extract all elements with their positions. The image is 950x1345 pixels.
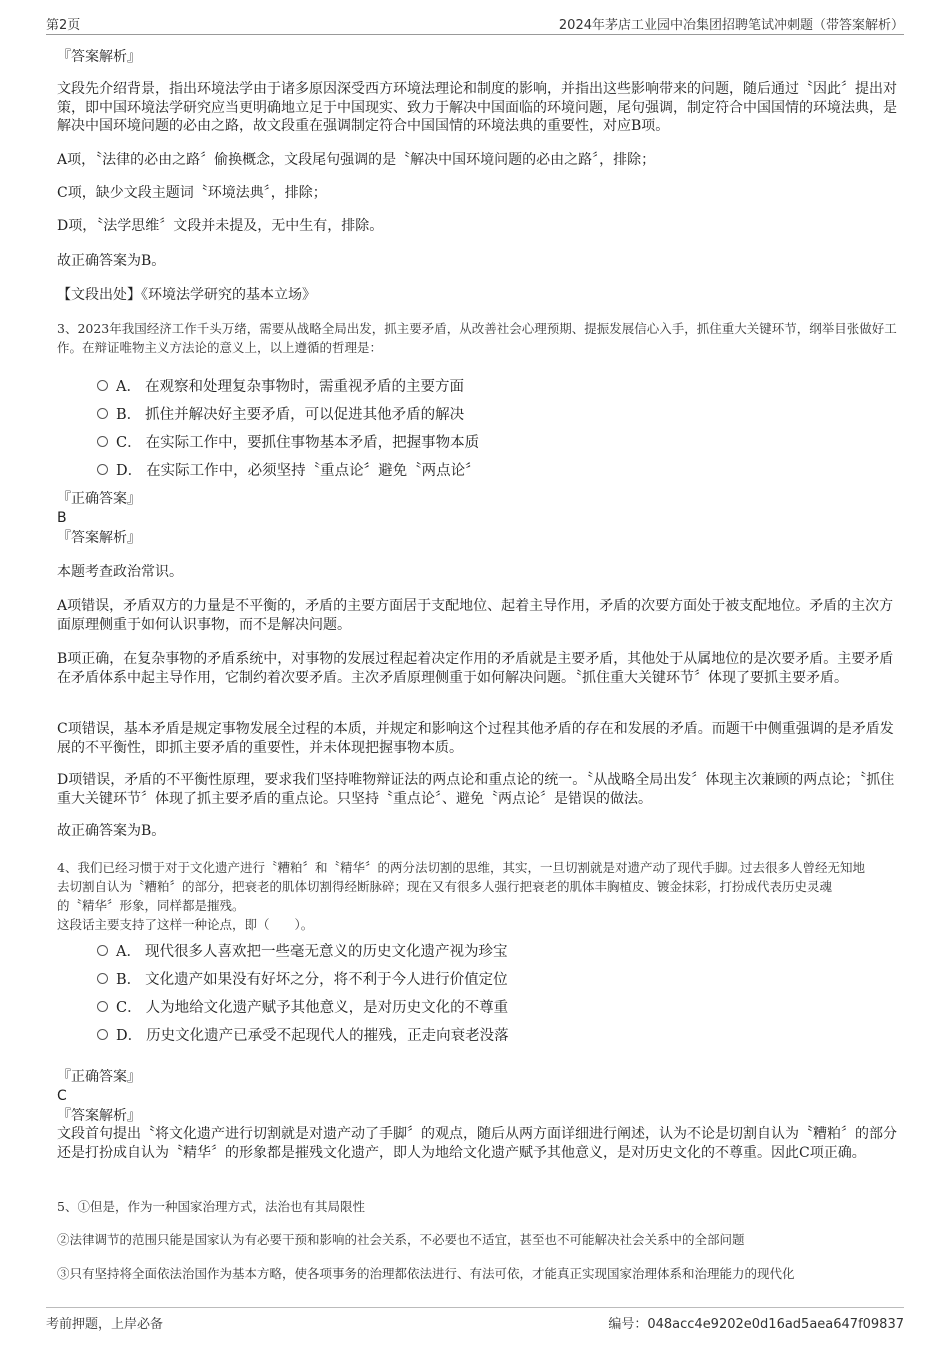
correct-answer-label: 『正确答案』 <box>57 1069 141 1085</box>
document-title: 2024年茅店工业园中冶集团招聘笔试冲刺题（带答案解析） <box>558 18 904 33</box>
question-4-stem-line: 去切割自认为〝糟粕〞的部分，把衰老的肌体切割得经断脉碎；现在又有很多人强行把衰老的肌体丰胸植皮、镀金抹彩，打扮成代表历史灵魂 <box>57 879 833 894</box>
analysis-option-d: D项错误，矛盾的不平衡性原理，要求我们坚持唯物辩证法的两点论和重点论的统一。〝从战略全局出发〞体现主次兼顾的两点论；〝抓住重大关键环节〞体现了抓主要矛盾的重点论。只坚持〝重点论〞、避免〝两点论〞是错误的做法。 <box>57 772 895 807</box>
question-3-stem: 3、2023年我国经济工作千头万绪，需要从战略全局出发，抓主要矛盾，从改善社会心理预期、提振发展信心入手，抓住重大关键环节，纲举目张做好工作。在辩证唯物主义方法论的意义上，以上遵循的哲理是： <box>57 321 897 355</box>
correct-answer-label: 『正确答案』 <box>57 491 141 507</box>
analysis-paragraph: 文段先介绍背景，指出环境法学由于诸多原因深受西方环境法理论和制度的影响，并指出这些影响带来的问题，随后通过〝因此〞提出对策，即中国环境法学研究应当更明确地立足于中国现实、致力于解决中国面临的环境问题，尾句强调，制定符合中国国情的环境法典，是解决中国环境问题的必由之路，故文段重在强调制定符合中国国情的环境法典的重要性，对应B项。 <box>57 81 897 134</box>
q4-option-d[interactable] <box>97 1024 509 1045</box>
analysis-conclusion: 故正确答案为B。 <box>57 253 166 269</box>
option-text: 在实际工作中，必须坚持〝重点论〞避免〝两点论〞 <box>146 463 480 479</box>
question-4-stem-line: 4、我们已经习惯于对于文化遗产进行〝糟粕〞和〝精华〞的两分法切割的思维，其实，一旦切割就是对遗产动了现代手脚。过去很多人曾经无知地 <box>57 860 865 875</box>
question-4-prompt: 这段话主要支持了这样一种论点，即（ ）。 <box>57 917 314 932</box>
answer-analysis-label: 『答案解析』 <box>57 49 141 65</box>
q3-option-a[interactable] <box>97 375 464 396</box>
option-letter: D． <box>116 463 143 479</box>
question-5-statement-3: ③只有坚持将全面依法治国作为基本方略，使各项事务的治理都依法进行、有法可依，才能真正实现国家治理体系和治理能力的现代化 <box>57 1266 795 1281</box>
radio-icon[interactable] <box>97 380 108 391</box>
q3-option-d[interactable] <box>97 459 480 480</box>
analysis-paragraph: 文段首句提出〝将文化遗产进行切割就是对遗产动了手脚〞的观点，随后从两方面详细进行阐述，认为不论是切割自认为〝糟粕〞的部分还是打扮成自认为〝精华〞的形象都是摧残文化遗产，即人为地给文化遗产赋予其他意义，是对历史文化的不尊重。因此C项正确。 <box>57 1126 897 1161</box>
question-5-stem: 5、①但是，作为一种国家治理方式，法治也有其局限性 <box>57 1199 365 1214</box>
document-id: 编号：048acc4e9202e0d16ad5aea647f09837 <box>608 1317 904 1332</box>
analysis-intro: 本题考查政治常识。 <box>57 564 183 580</box>
analysis-option-d: D项，〝法学思维〞文段并未提及，无中生有，排除。 <box>57 218 384 234</box>
answer-analysis-label: 『答案解析』 <box>57 530 141 546</box>
correct-answer-value: C <box>57 1088 67 1104</box>
answer-analysis-label: 『答案解析』 <box>57 1108 141 1124</box>
radio-icon[interactable] <box>97 408 108 419</box>
option-letter: C． <box>116 435 142 451</box>
radio-icon[interactable] <box>97 945 108 956</box>
passage-source: 【文段出处】《环境法学研究的基本立场》 <box>57 287 316 303</box>
radio-icon[interactable] <box>97 436 108 447</box>
radio-icon[interactable] <box>97 973 108 984</box>
question-4-stem-line: 的〝精华〞形象，同样都是摧残。 <box>57 898 245 913</box>
option-letter: C． <box>116 1000 142 1016</box>
option-text: 现代很多人喜欢把一些毫无意义的历史文化遗产视为珍宝 <box>144 944 508 960</box>
option-letter: A． <box>116 944 141 960</box>
analysis-option-a: A项错误，矛盾双方的力量是不平衡的，矛盾的主要方面居于支配地位、起着主导作用，矛盾的次要方面处于被支配地位。矛盾的主次方面原理侧重于如何认识事物，而不是解决问题。 <box>57 598 894 633</box>
option-letter: A． <box>116 379 141 395</box>
option-letter: B． <box>116 407 142 423</box>
option-text: 人为地给文化遗产赋予其他意义，是对历史文化的不尊重 <box>145 1000 509 1016</box>
radio-icon[interactable] <box>97 1001 108 1012</box>
correct-answer-value: B <box>57 510 67 526</box>
option-text: 文化遗产如果没有好坏之分，将不利于今人进行价值定位 <box>145 972 508 988</box>
option-letter: D． <box>116 1028 143 1044</box>
option-text: 历史文化遗产已承受不起现代人的摧残，正走向衰老没落 <box>146 1028 509 1044</box>
radio-icon[interactable] <box>97 464 108 475</box>
analysis-option-c: C项错误，基本矛盾是规定事物发展全过程的本质，并规定和影响这个过程其他矛盾的存在和发展的矛盾。而题干中侧重强调的是矛盾发展的不平衡性，即抓主要矛盾的重要性，并未体现把握事物本质。 <box>57 721 894 756</box>
analysis-option-a: A项，〝法律的必由之路〞偷换概念，文段尾句强调的是〝解决中国环境问题的必由之路〞，排除； <box>57 152 656 168</box>
page-number: 第2页 <box>46 18 81 33</box>
option-text: 抓住并解决好主要矛盾，可以促进其他矛盾的解决 <box>145 407 465 423</box>
option-text: 在实际工作中，要抓住事物基本矛盾，把握事物本质 <box>145 435 480 451</box>
option-letter: B． <box>116 972 142 988</box>
q4-option-a[interactable] <box>97 940 507 961</box>
q3-option-b[interactable] <box>97 403 464 424</box>
analysis-option-b: B项正确，在复杂事物的矛盾系统中，对事物的发展过程起着决定作用的矛盾就是主要矛盾，其他处于从属地位的是次要矛盾。主要矛盾在矛盾体系中起主导作用，它制约着次要矛盾。主次矛盾原理侧重于如何解决问题。〝抓住重大关键环节〞体现了要抓主要矛盾。 <box>57 651 894 686</box>
radio-icon[interactable] <box>97 1029 108 1040</box>
analysis-conclusion: 故正确答案为B。 <box>57 823 166 839</box>
footer-divider <box>46 1307 904 1308</box>
q3-option-c[interactable] <box>97 431 479 452</box>
question-5-statement-2: ②法律调节的范围只能是国家认为有必要干预和影响的社会关系，不必要也不适宜，甚至也不可能解决社会关系中的全部问题 <box>57 1232 745 1247</box>
analysis-option-c: C项，缺少文段主题词〝环境法典〞，排除； <box>57 185 327 201</box>
footer-slogan: 考前押题，上岸必备 <box>46 1317 164 1332</box>
header-divider <box>46 34 904 35</box>
q4-option-c[interactable] <box>97 996 508 1017</box>
option-text: 在观察和处理复杂事物时，需重视矛盾的主要方面 <box>144 379 464 395</box>
q4-option-b[interactable] <box>97 968 508 989</box>
